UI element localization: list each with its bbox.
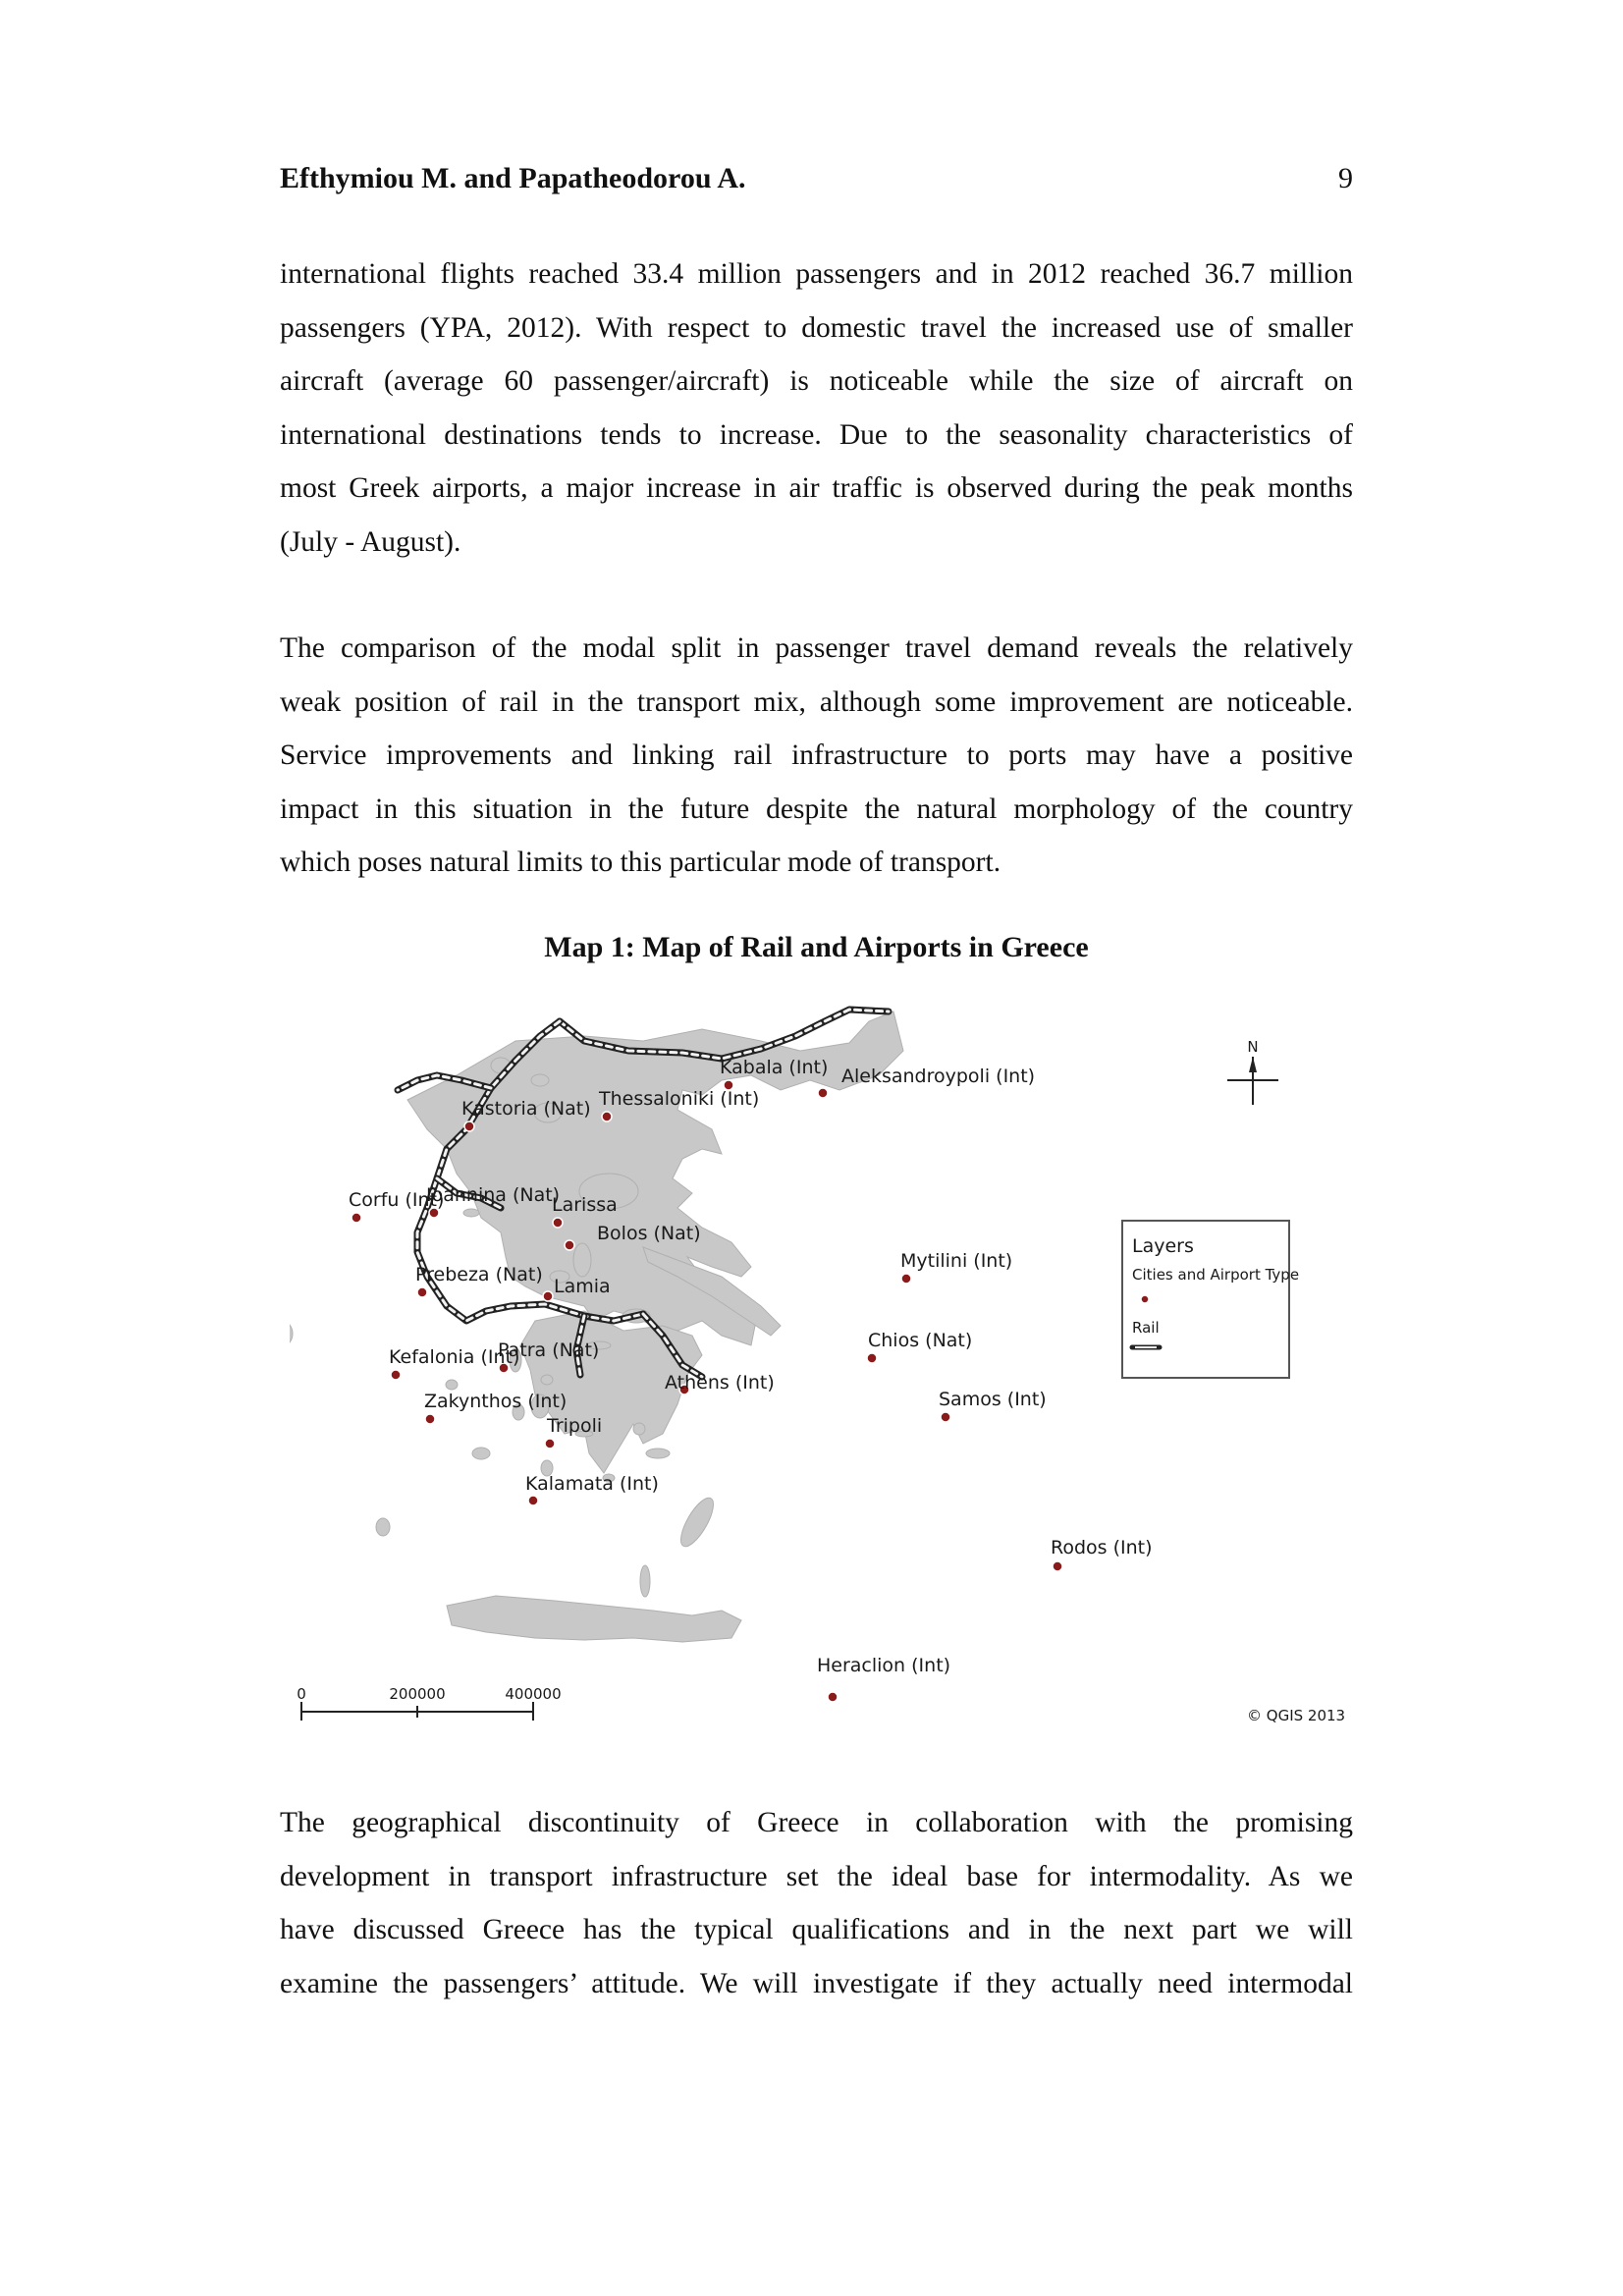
- paragraph-line: passengers (YPA, 2012). With respect to domestic travel the increased use of smaller: [280, 311, 1353, 344]
- airport-label: Mytilini (Int): [900, 1250, 1013, 1272]
- paragraph-line: impact in this situation in the future despite the natural morphology of the country: [280, 793, 1353, 825]
- airport-dot-prebeza: [417, 1287, 427, 1297]
- paragraph-line: Service improvements and linking rail infrastructure to ports may have a positive: [280, 739, 1353, 771]
- airport-label: Lamia: [554, 1276, 611, 1297]
- airport-label: Ioannina (Nat): [426, 1184, 561, 1206]
- island-rhodes: [675, 1494, 719, 1551]
- paragraph-line: aircraft (average 60 passenger/aircraft) is noticeable while the size of aircraft on: [280, 365, 1353, 397]
- paragraph-3: [280, 1796, 1353, 2010]
- paragraph-line: development in transport infrastructure set the ideal base for intermodality. As we: [280, 1860, 1353, 1892]
- island-chios: [573, 1243, 591, 1277]
- mainland-greece: [407, 1011, 903, 1345]
- island-milos: [472, 1448, 490, 1459]
- airport-dot-kefalonia: [391, 1370, 401, 1380]
- airport-label: Kefalonia (Int): [389, 1346, 520, 1368]
- island-zakynthos: [290, 1322, 293, 1345]
- map-svg: [290, 982, 1360, 1758]
- paragraph-line: which poses natural limits to this particular mode of transport.: [280, 847, 1001, 878]
- island-karpathos: [640, 1565, 650, 1597]
- legend-airport-symbol: [1141, 1295, 1149, 1303]
- airport-dot-heraclion: [828, 1692, 838, 1702]
- paragraph-line: The geographical discontinuity of Greece in collaboration with the promising: [280, 1807, 1353, 1838]
- airport-label: Bolos (Nat): [597, 1223, 701, 1244]
- airport-dot-larissa: [553, 1218, 563, 1228]
- running-header-authors: Efthymiou M. and Papatheodorou A.: [280, 162, 746, 194]
- scale-label: 400000: [505, 1685, 562, 1703]
- map-caption: Map 1: Map of Rail and Airports in Greece: [544, 931, 1089, 963]
- airport-label: Thessaloniki (Int): [599, 1088, 760, 1110]
- airport-dot-zakynthos: [425, 1414, 435, 1424]
- map-figure: [290, 982, 1360, 1758]
- scale-label: 200000: [389, 1685, 446, 1703]
- airport-label: Prebeza (Nat): [415, 1264, 543, 1285]
- airport-label: Aleksandroypoli (Int): [841, 1066, 1036, 1087]
- paragraph-line: The comparison of the modal split in passenger travel demand reveals the relatively: [280, 632, 1353, 664]
- airport-dot-chios: [867, 1353, 877, 1363]
- paragraph-line: most Greek airports, a major increase in air traffic is observed during the peak months: [280, 472, 1353, 504]
- scale-bar: [297, 1685, 561, 1721]
- north-label: N: [1247, 1038, 1259, 1056]
- paragraph-line: international flights reached 33.4 million passengers and in 2012 reached 36.7 million: [280, 258, 1353, 290]
- map-legend: [1122, 1221, 1299, 1378]
- paragraph-line: international destinations tends to increase. Due to the seasonality characteristics of: [280, 418, 1353, 451]
- airport-label: Corfu (Int): [349, 1189, 445, 1211]
- airport-label: Kastoria (Nat): [461, 1098, 591, 1120]
- north-arrow: [1227, 1038, 1278, 1105]
- island-aegina: [446, 1380, 458, 1390]
- legend-cities-label: Cities and Airport Type: [1132, 1266, 1300, 1284]
- airport-dot-tripoli: [545, 1439, 555, 1449]
- airport-dot-mytilini: [901, 1274, 911, 1284]
- airport-dot-bolos: [565, 1240, 574, 1250]
- airport-label: Heraclion (Int): [817, 1655, 951, 1676]
- paragraph-line: (July - August).: [280, 525, 461, 558]
- airport-dot-rodos: [1053, 1561, 1062, 1571]
- airport-label: Athens (Int): [665, 1372, 775, 1394]
- island-samothrace: [531, 1074, 549, 1086]
- airport-label: Kalamata (Int): [525, 1473, 659, 1495]
- crete: [447, 1596, 741, 1642]
- airport-dot-lamia: [543, 1291, 553, 1301]
- airport-label: Kabala (Int): [720, 1057, 829, 1078]
- paragraph-1: [280, 247, 1353, 569]
- copyright-label: © QGIS 2013: [1247, 1707, 1346, 1724]
- airport-label: Rodos (Int): [1051, 1537, 1153, 1558]
- page-number: 9: [1338, 162, 1353, 194]
- airport-label: Larissa: [552, 1194, 618, 1216]
- airport-label: Samos (Int): [939, 1389, 1047, 1410]
- airport-label: Tripoli: [547, 1415, 603, 1437]
- paragraph-line: have discussed Greece has the typical qualifications and in the next part we will: [280, 1914, 1353, 1945]
- airport-label: Chios (Nat): [868, 1330, 973, 1351]
- airport-dot-kastoria: [464, 1121, 474, 1131]
- airport-dot-kalamata: [528, 1496, 538, 1505]
- airport-dot-aleksandroypoli: [818, 1088, 828, 1098]
- legend-rail-label: Rail: [1132, 1319, 1160, 1337]
- island-kythira: [376, 1518, 390, 1536]
- scale-label: 0: [297, 1685, 306, 1703]
- airport-dot-thessaloniki: [602, 1112, 612, 1121]
- paragraph-line: examine the passengers’ attitude. We will investigate if they actually need intermodal: [280, 1967, 1353, 1999]
- island-kalymnos: [633, 1423, 645, 1435]
- legend-title: Layers: [1132, 1235, 1194, 1257]
- airport-label: Zakynthos (Int): [424, 1391, 568, 1412]
- airport-label: Patra (Nat): [498, 1339, 600, 1361]
- island-kos: [646, 1449, 670, 1458]
- island-skiathos: [463, 1209, 479, 1217]
- airport-dot-samos: [941, 1412, 950, 1422]
- paragraph-2: [280, 622, 1353, 890]
- island-mykonos: [541, 1375, 553, 1385]
- airport-dot-corfu: [352, 1213, 361, 1223]
- paragraph-line: weak position of rail in the transport mix, although some improvement are noticeable.: [280, 685, 1353, 718]
